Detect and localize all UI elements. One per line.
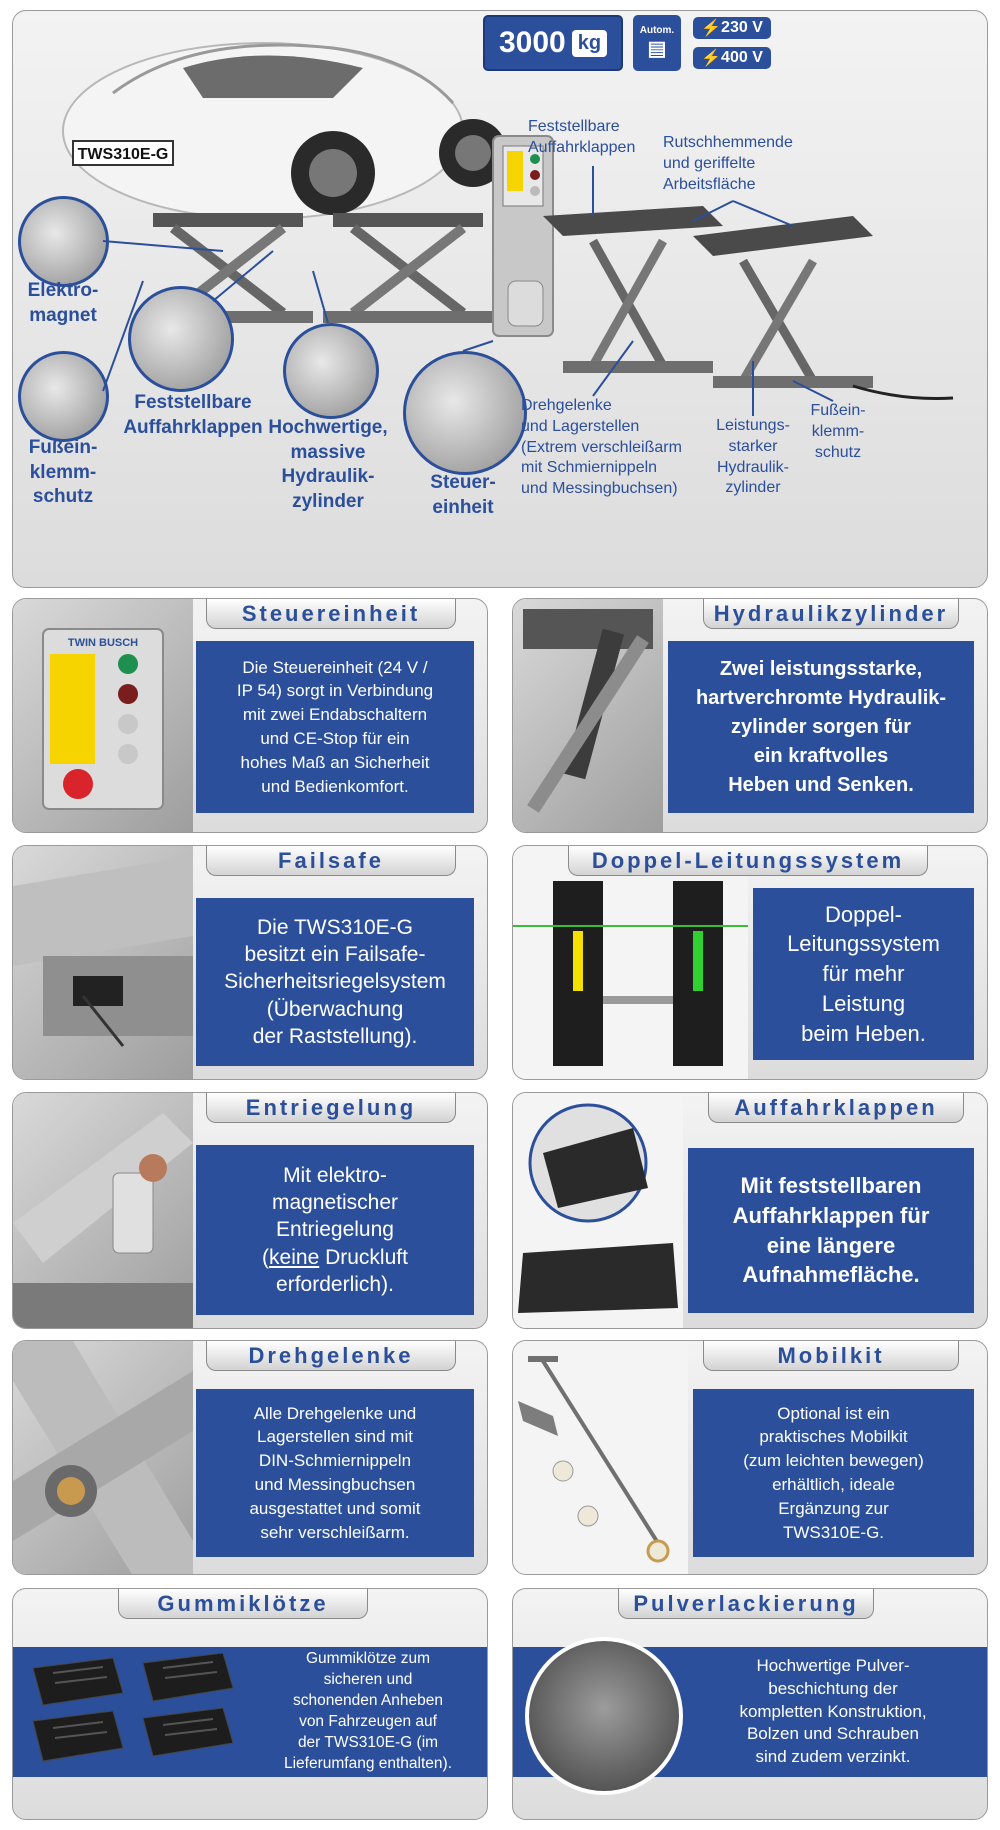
ramp-image xyxy=(513,1093,683,1329)
feature-panel-mobilkit xyxy=(512,1340,988,1575)
feature-title: Steuereinheit xyxy=(206,599,456,629)
label-arbeitsflaeche: Rutschhemmende und geriffelte Arbeitsfläche xyxy=(663,134,793,193)
feature-title: Pulverlackierung xyxy=(618,1589,874,1619)
feature-panel-failsafe xyxy=(12,845,488,1080)
feature-text: Hochwertige Pulver- beschichtung der kompletten Konstruktion, Bolzen und Schrauben sind zudem verzinkt. xyxy=(739,1655,927,1767)
feature-panel-pulverlackierung xyxy=(512,1588,988,1820)
feature-text xyxy=(196,1145,474,1315)
feature-title: Gummiklötze xyxy=(118,1589,368,1619)
feature-text-part-1: Mit elektro- magnetischer Entriegelung ( xyxy=(262,1163,399,1269)
control-box-image xyxy=(38,624,168,814)
feature-text: Gummiklötze zum sicheren und schonenden Anheben von Fahrzeugen auf der TWS310E-G (im Lieferumfang enthalten). xyxy=(283,1650,453,1772)
label-fusseinklemmschutz-left: Fußein- klemm- schutz xyxy=(28,437,98,508)
capacity-value: 3000 xyxy=(498,26,566,59)
cylinder-image xyxy=(523,609,653,819)
feature-panel-entriegelung xyxy=(12,1092,488,1329)
label-auffahrklappen-right: Feststellbare Auffahrklappen xyxy=(528,118,636,156)
voltage-400: 400 V xyxy=(721,49,763,66)
feature-title: Entriegelung xyxy=(206,1093,456,1123)
control-box-brand: TWIN BUSCH xyxy=(67,637,139,649)
mobile-kit-image xyxy=(513,1341,688,1575)
pivot-joint-image xyxy=(13,1341,193,1575)
label-drehgelenke: Drehgelenke und Lagerstellen (Extrem verschleißarm mit Schmiernippeln und Messingbuchsen) xyxy=(521,397,682,498)
feature-text: Mit feststellbaren Auffahrklappen für eine längere Aufnahmefläche. xyxy=(688,1148,974,1313)
weight-icon: kg xyxy=(572,30,607,57)
feature-text: Optional ist ein praktisches Mobilkit (zum leichten bewegen) erhältlich, ideale Ergänzung zur TWS310E-G. xyxy=(693,1389,974,1557)
feature-title: Failsafe xyxy=(206,846,456,876)
feature-title: Auffahrklappen xyxy=(708,1093,964,1123)
feature-panel-steuereinheit xyxy=(12,598,488,833)
feature-text-underlined: keine xyxy=(269,1245,320,1269)
label-elektromagnet: Elektro- magnet xyxy=(27,280,99,326)
feature-text: Die TWS310E-G besitzt ein Failsafe- Sicherheitsriegelsystem (Überwachung der Raststellung). xyxy=(196,898,474,1066)
feature-text: Die Steuereinheit (24 V / IP 54) sorgt in Verbindung mit zwei Endabschaltern und CE-Stop für ein hohes Maß an Sicherheit und Bedienkomfort. xyxy=(196,641,474,813)
failsafe-image xyxy=(13,846,193,1079)
hero-panel xyxy=(12,10,988,588)
doppel-leitungssystem-image xyxy=(513,846,748,1079)
feature-title: Drehgelenke xyxy=(206,1341,456,1371)
entriegelung-image xyxy=(13,1093,193,1328)
rubber-blocks-image xyxy=(23,1653,243,1773)
feature-text: Alle Drehgelenke und Lagerstellen sind mit DIN-Schmiernippeln und Messingbuchsen ausgestattet und somit sehr verschleißarm. xyxy=(196,1389,474,1557)
lightning-icon: ⚡ xyxy=(701,20,722,37)
label-fusseinklemmschutz-right: Fußein- klemm- schutz xyxy=(810,402,866,461)
feature-panel-auffahrklappen xyxy=(512,1092,988,1329)
failsafe-mechanism-image xyxy=(13,846,193,1080)
switch-icon: ▤ xyxy=(647,38,667,60)
label-steuereinheit-left: Steuer- einheit xyxy=(430,472,496,518)
autom-label: Autom. xyxy=(639,25,675,36)
feature-text: Zwei leistungsstarke, hartverchromte Hydraulik- zylinder sorgen für ein kraftvolles Heben und Senken. xyxy=(668,641,974,813)
line-diagram-image xyxy=(513,846,748,1080)
feature-text: Doppel- Leitungssystem für mehr Leistung beim Heben. xyxy=(753,888,974,1060)
feature-panel-drehgelenke xyxy=(12,1340,488,1575)
license-plate: TWS310E-G xyxy=(77,146,169,163)
drehgelenke-image xyxy=(13,1341,193,1574)
feature-title: Mobilkit xyxy=(703,1341,959,1371)
feature-panel-doppel-leitungssystem xyxy=(512,845,988,1080)
label-auffahrklappen-left: Feststellbare Auffahrklappen xyxy=(123,392,263,438)
mobilkit-image xyxy=(513,1341,688,1574)
hydraulikzylinder-image xyxy=(513,599,663,832)
paint-booth-image xyxy=(525,1637,683,1795)
feature-title: Hydraulikzylinder xyxy=(703,599,959,629)
magnet-lock-image xyxy=(13,1093,193,1329)
lightning-icon: ⚡ xyxy=(701,50,722,67)
feature-panel-hydraulikzylinder xyxy=(512,598,988,833)
feature-title: Doppel-Leitungssystem xyxy=(568,846,928,876)
feature-panel-gummikloetze xyxy=(12,1588,488,1820)
feature-text-part-2: Druckluft erforderlich). xyxy=(276,1245,408,1296)
auffahrklappen-image xyxy=(513,1093,683,1328)
steuereinheit-image xyxy=(13,599,193,832)
label-leistungsstarker: Leistungs- starker Hydraulik- zylinder xyxy=(716,417,790,497)
label-hydraulikzylinder-left: Hochwertige, massive Hydraulik- zylinder xyxy=(268,417,388,513)
leader-lines xyxy=(13,11,988,588)
voltage-230: 230 V xyxy=(721,19,763,36)
